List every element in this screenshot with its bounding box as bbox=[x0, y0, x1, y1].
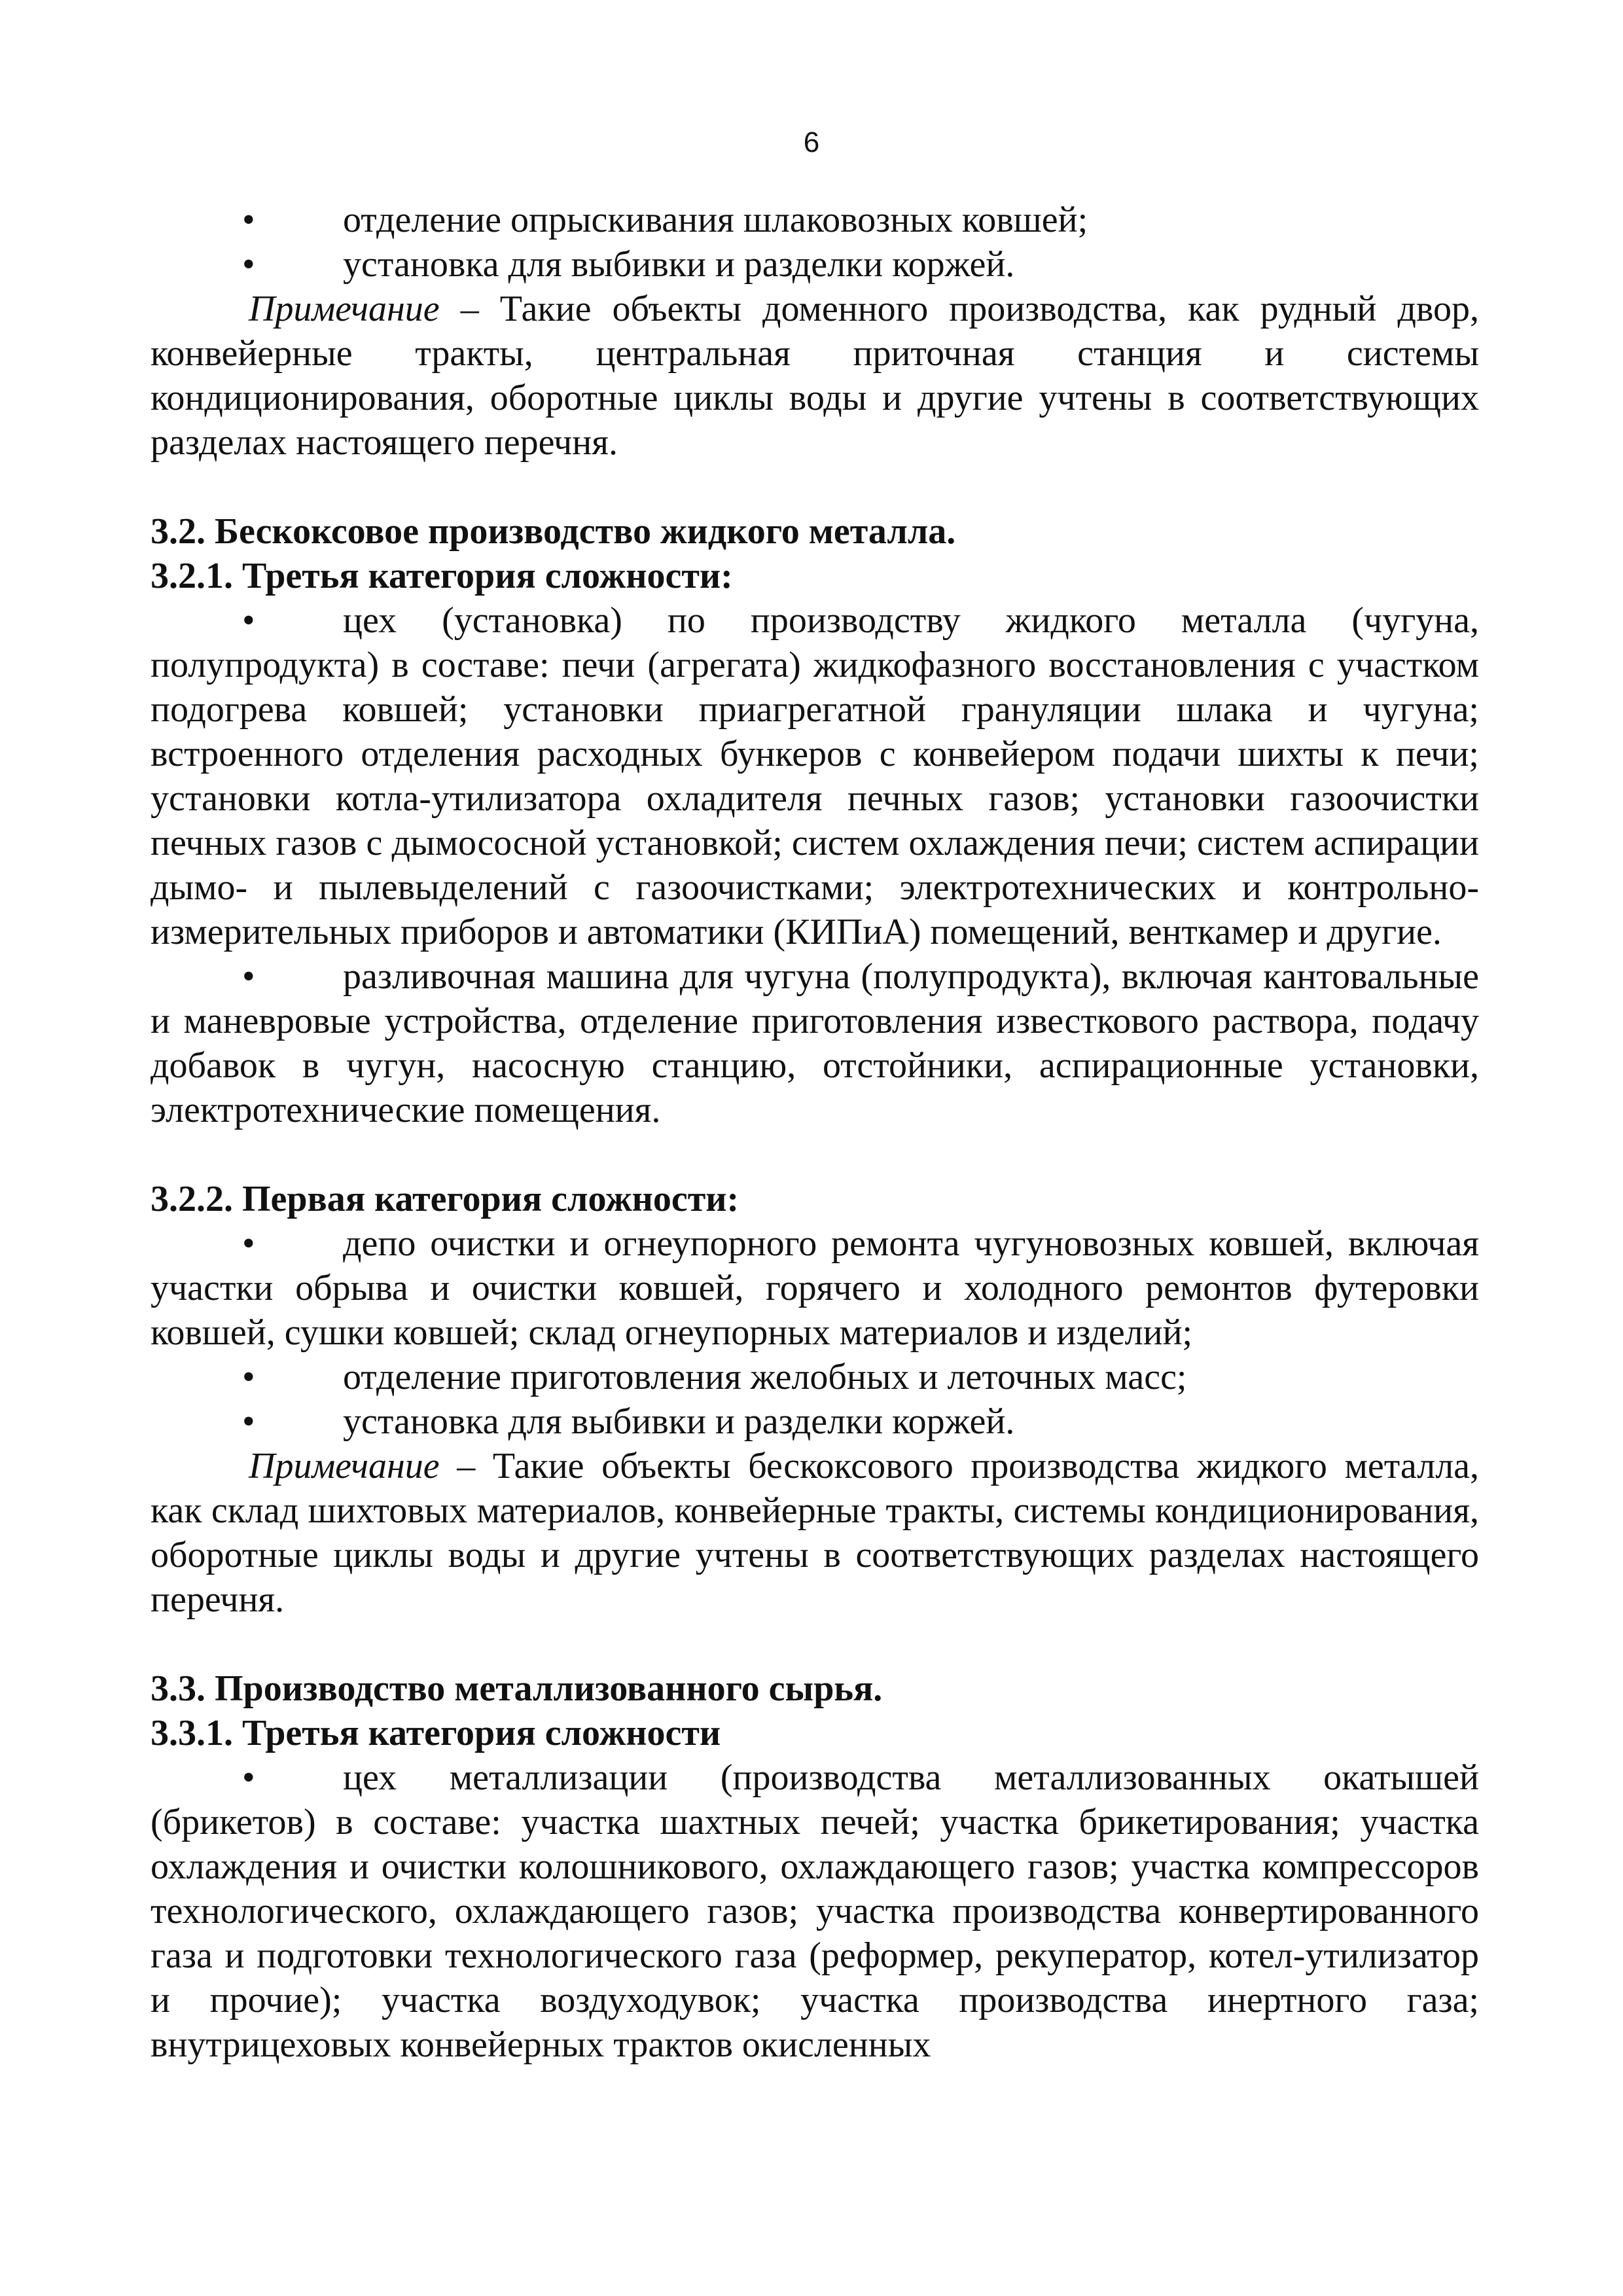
spacer bbox=[151, 1622, 1479, 1666]
bullet-icon: • bbox=[242, 1757, 255, 1798]
spacer bbox=[151, 465, 1479, 509]
note-text: – Такие объекты бескоксового производства жидкого металла, как склад шихтовых материалов, конвейерные тракты, системы кондиционирования, оборотные циклы воды и другие учтены в соответствующих разделах настоящего перечня. bbox=[151, 1446, 1479, 1620]
spacer bbox=[151, 1132, 1479, 1177]
bullet-icon: • bbox=[242, 1357, 255, 1397]
bullet-icon: • bbox=[242, 600, 255, 641]
list-item: • установка для выбивки и разделки коржей. bbox=[151, 1399, 1479, 1444]
page-number: 6 bbox=[803, 126, 820, 158]
bullet-icon: • bbox=[242, 1401, 255, 1442]
subsection-heading: 3.3.1. Третья категория сложности bbox=[151, 1713, 721, 1753]
subsection-heading: 3.2.1. Третья категория сложности: bbox=[151, 556, 733, 596]
section-heading: 3.2. Бескоксовое производство жидкого металла. bbox=[151, 511, 956, 552]
list-item: • отделение опрыскивания шлаковозных ковшей; bbox=[151, 198, 1479, 242]
subsection-heading: 3.2.2. Первая категория сложности: bbox=[151, 1179, 740, 1219]
list-item: • цех (установка) по производству жидкого металла (чугуна, полупродукта) в составе: печи (агрегата) жидкофазного восстановления с участком подогрева ковшей; установки приагрегатной грануляции шлака и чугуна; встроенного отделения расходных бункеров с конвейером подачи шихты к печи; установки котла-утилизатора охладителя печных газов; установки газоочистки печных газов с дымососной установкой; систем охлаждения печи; систем аспирации дымо- и пылевыделений с газоочистками; электротехнических и контрольно-измерительных приборов и автоматики (КИПиА) помещений, венткамер и другие. bbox=[151, 598, 1479, 954]
note-paragraph bbox=[151, 1444, 1479, 1622]
note-text: – Такие объекты доменного производства, как рудный двор, конвейерные тракты, центральная приточная станция и системы кондиционирования, оборотные циклы воды и другие учтены в соответствующих разделах настоящего перечня. bbox=[151, 289, 1479, 463]
list-item: • разливочная машина для чугуна (полупродукта), включая кантовальные и маневровые устройства, отделение приготовления известкового раствора, подачу добавок в чугун, насосную станцию, отстойники, аспирационные установки, электротехнические помещения. bbox=[151, 954, 1479, 1132]
document-body bbox=[151, 198, 1479, 2067]
note-label: Примечание bbox=[249, 1446, 440, 1486]
note-paragraph bbox=[151, 287, 1479, 465]
list-item: • цех металлизации (производства металлизованных окатышей (брикетов) в составе: участка шахтных печей; участка брикетирования; участка охлаждения и очистки колошникового, охлаждающего газов; участка компрессоров технологического, охлаждающего газов; участка производства конвертированного газа и подготовки технологического газа (реформер, рекуператор, котел-утилизатор и прочие); участка воздуходувок; участка производства инертного газа; внутрицеховых конвейерных трактов окисленных bbox=[151, 1755, 1479, 2067]
note-label: Примечание bbox=[249, 289, 440, 329]
bullet-icon: • bbox=[242, 956, 255, 997]
section-heading: 3.3. Производство металлизованного сырья. bbox=[151, 1668, 883, 1709]
list-item: • депо очистки и огнеупорного ремонта чугуновозных ковшей, включая участки обрыва и очистки ковшей, горячего и холодного ремонтов футеровки ковшей, сушки ковшей; склад огнеупорных материалов и изделий; bbox=[151, 1221, 1479, 1355]
bullet-icon: • bbox=[242, 244, 255, 285]
list-item: • отделение приготовления желобных и леточных масс; bbox=[151, 1355, 1479, 1399]
bullet-icon: • bbox=[242, 1223, 255, 1264]
list-item: • установка для выбивки и разделки коржей. bbox=[151, 242, 1479, 287]
bullet-icon: • bbox=[242, 200, 255, 240]
